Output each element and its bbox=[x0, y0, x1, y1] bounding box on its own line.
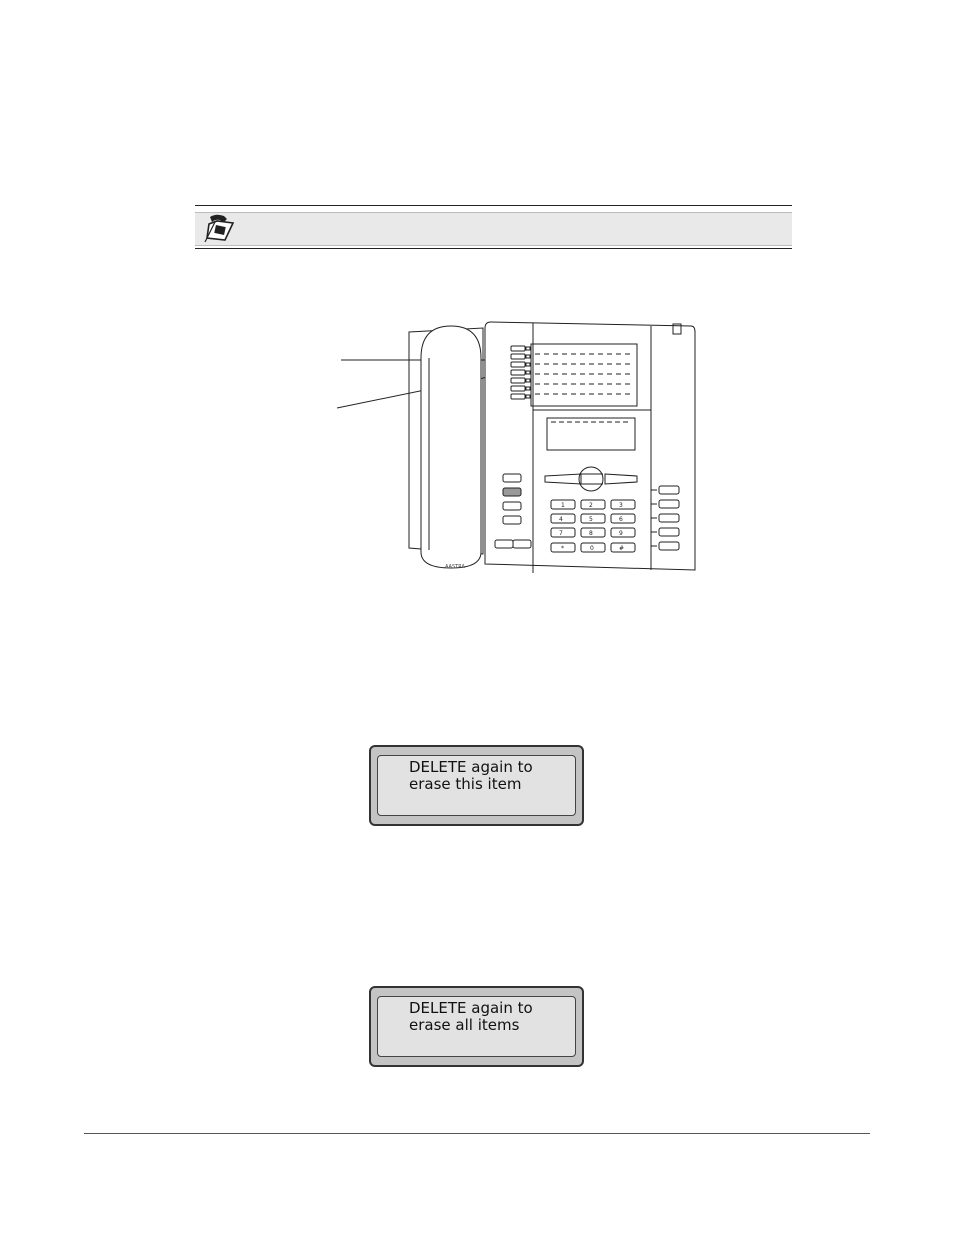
lcd-display-erase-all bbox=[369, 986, 584, 1067]
lcd-line-1: DELETE again to bbox=[409, 999, 533, 1017]
svg-text:3: 3 bbox=[619, 502, 623, 509]
lcd-display-erase-item bbox=[369, 745, 584, 826]
footer-rule bbox=[84, 1133, 870, 1134]
note-bar bbox=[195, 205, 792, 249]
svg-text:5: 5 bbox=[589, 516, 593, 523]
svg-text:4: 4 bbox=[559, 516, 563, 523]
svg-text:8: 8 bbox=[589, 530, 593, 537]
svg-text:AASTRA: AASTRA bbox=[445, 564, 465, 570]
phone-illustration bbox=[333, 318, 698, 578]
handset bbox=[421, 326, 481, 568]
note-rule-top bbox=[195, 205, 792, 206]
svg-text:2: 2 bbox=[589, 502, 593, 509]
svg-text:*: * bbox=[561, 545, 564, 552]
svg-text:9: 9 bbox=[619, 530, 623, 537]
svg-text:7: 7 bbox=[559, 530, 563, 537]
telephone-icon bbox=[203, 212, 241, 244]
lcd-line-2: erase this item bbox=[409, 775, 522, 793]
lcd-line-2: erase all items bbox=[409, 1016, 520, 1034]
lcd-line-1: DELETE again to bbox=[409, 758, 533, 776]
svg-text:1: 1 bbox=[561, 502, 565, 509]
svg-text:0: 0 bbox=[590, 545, 594, 552]
note-band bbox=[195, 212, 792, 246]
svg-text:6: 6 bbox=[619, 516, 623, 523]
note-rule-bottom bbox=[195, 248, 792, 249]
svg-text:#: # bbox=[619, 545, 625, 552]
